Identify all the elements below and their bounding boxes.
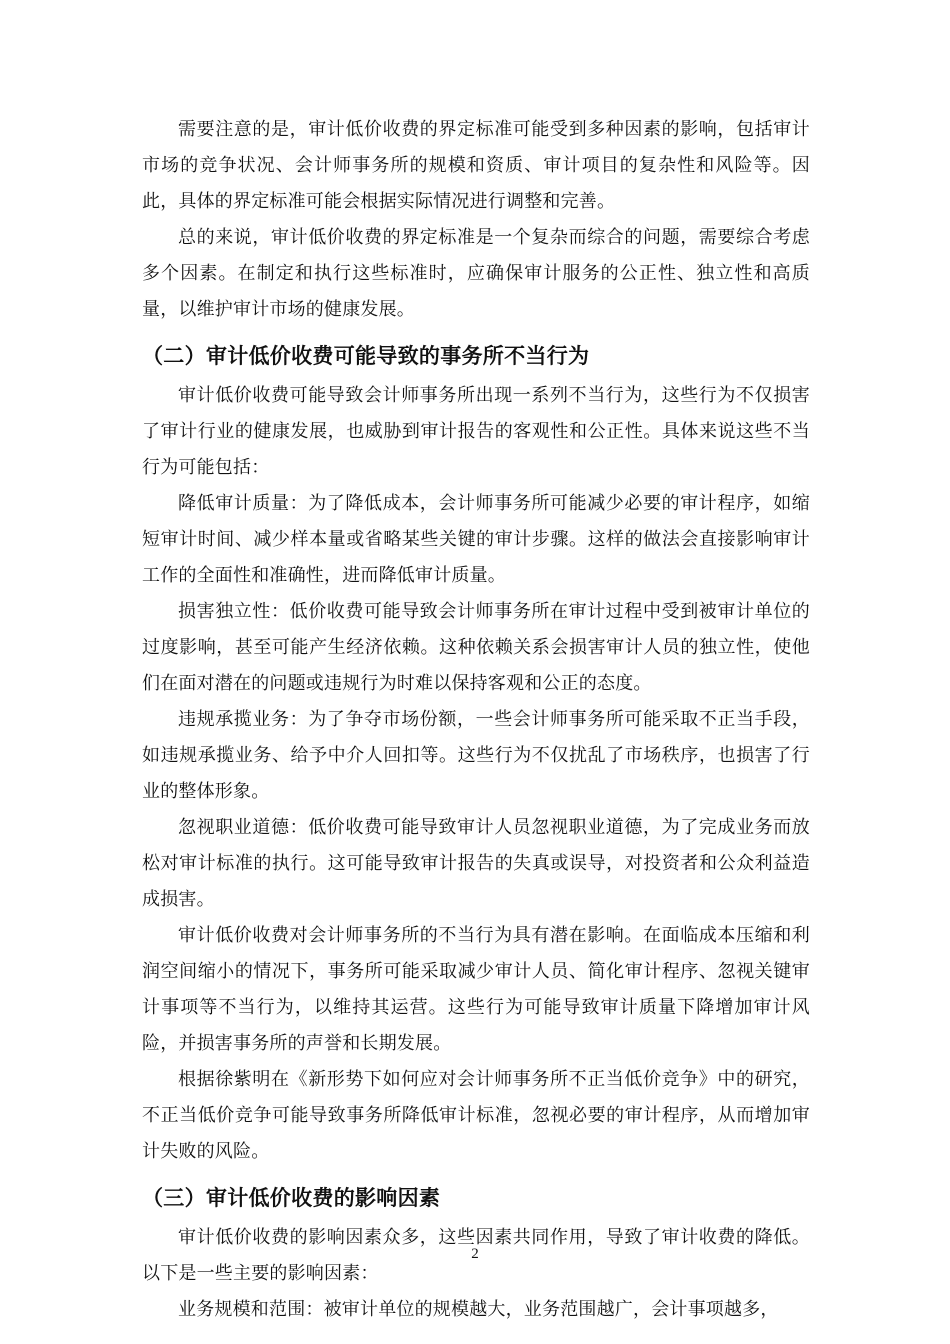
- paragraph: 忽视职业道德：低价收费可能导致审计人员忽视职业道德，为了完成业务而放松对审计标准的执行。这可能导致审计报告的失真或误导，对投资者和公众利益造成损害。: [142, 817, 810, 910]
- paragraph: 损害独立性：低价收费可能导致会计师事务所在审计过程中受到被审计单位的过度影响，甚至可能产生经济依赖。这种依赖关系会损害审计人员的独立性，使他们在面对潜在的问题或违规行为时难以保持客观和公正的态度。: [142, 601, 810, 694]
- page-number: 2: [471, 1246, 479, 1262]
- paragraph: 总的来说，审计低价收费的界定标准是一个复杂而综合的问题，需要综合考虑多个因素。在制定和执行这些标准时，应确保审计服务的公正性、独立性和高质量，以维护审计市场的健康发展。: [142, 227, 810, 320]
- document-body: [142, 112, 810, 1328]
- section-heading: （三）审计低价收费的影响因素: [142, 1186, 441, 1210]
- paragraph: 根据徐紫明在《新形势下如何应对会计师事务所不正当低价竞争》中的研究，不正当低价竞争可能导致事务所降低审计标准，忽视必要的审计程序，从而增加审计失败的风险。: [142, 1069, 810, 1162]
- paragraph: 业务规模和范围：被审计单位的规模越大，业务范围越广，会计事项越多，: [178, 1299, 779, 1320]
- paragraph: 违规承揽业务：为了争夺市场份额，一些会计师事务所可能采取不正当手段，如违规承揽业务、给予中介人回扣等。这些行为不仅扰乱了市场秩序，也损害了行业的整体形象。: [142, 709, 810, 802]
- paragraph: 审计低价收费的影响因素众多，这些因素共同作用，导致了审计收费的降低。以下是一些主要的影响因素：: [142, 1227, 810, 1284]
- paragraph: 审计低价收费对会计师事务所的不当行为具有潜在影响。在面临成本压缩和利润空间缩小的情况下，事务所可能采取减少审计人员、简化审计程序、忽视关键审计事项等不当行为，以维持其运营。这些行为可能导致审计质量下降增加审计风险，并损害事务所的声誉和长期发展。: [142, 925, 810, 1054]
- paragraph: 降低审计质量：为了降低成本，会计师事务所可能减少必要的审计程序，如缩短审计时间、减少样本量或省略某些关键的审计步骤。这样的做法会直接影响审计工作的全面性和准确性，进而降低审计质量。: [142, 493, 810, 586]
- section-heading: （二）审计低价收费可能导致的事务所不当行为: [142, 344, 590, 368]
- paragraph: 需要注意的是，审计低价收费的界定标准可能受到多种因素的影响，包括审计市场的竞争状况、会计师事务所的规模和资质、审计项目的复杂性和风险等。因此，具体的界定标准可能会根据实际情况进行调整和完善。: [142, 119, 810, 212]
- paragraph: 审计低价收费可能导致会计师事务所出现一系列不当行为，这些行为不仅损害了审计行业的健康发展，也威胁到审计报告的客观性和公正性。具体来说这些不当行为可能包括：: [142, 385, 810, 478]
